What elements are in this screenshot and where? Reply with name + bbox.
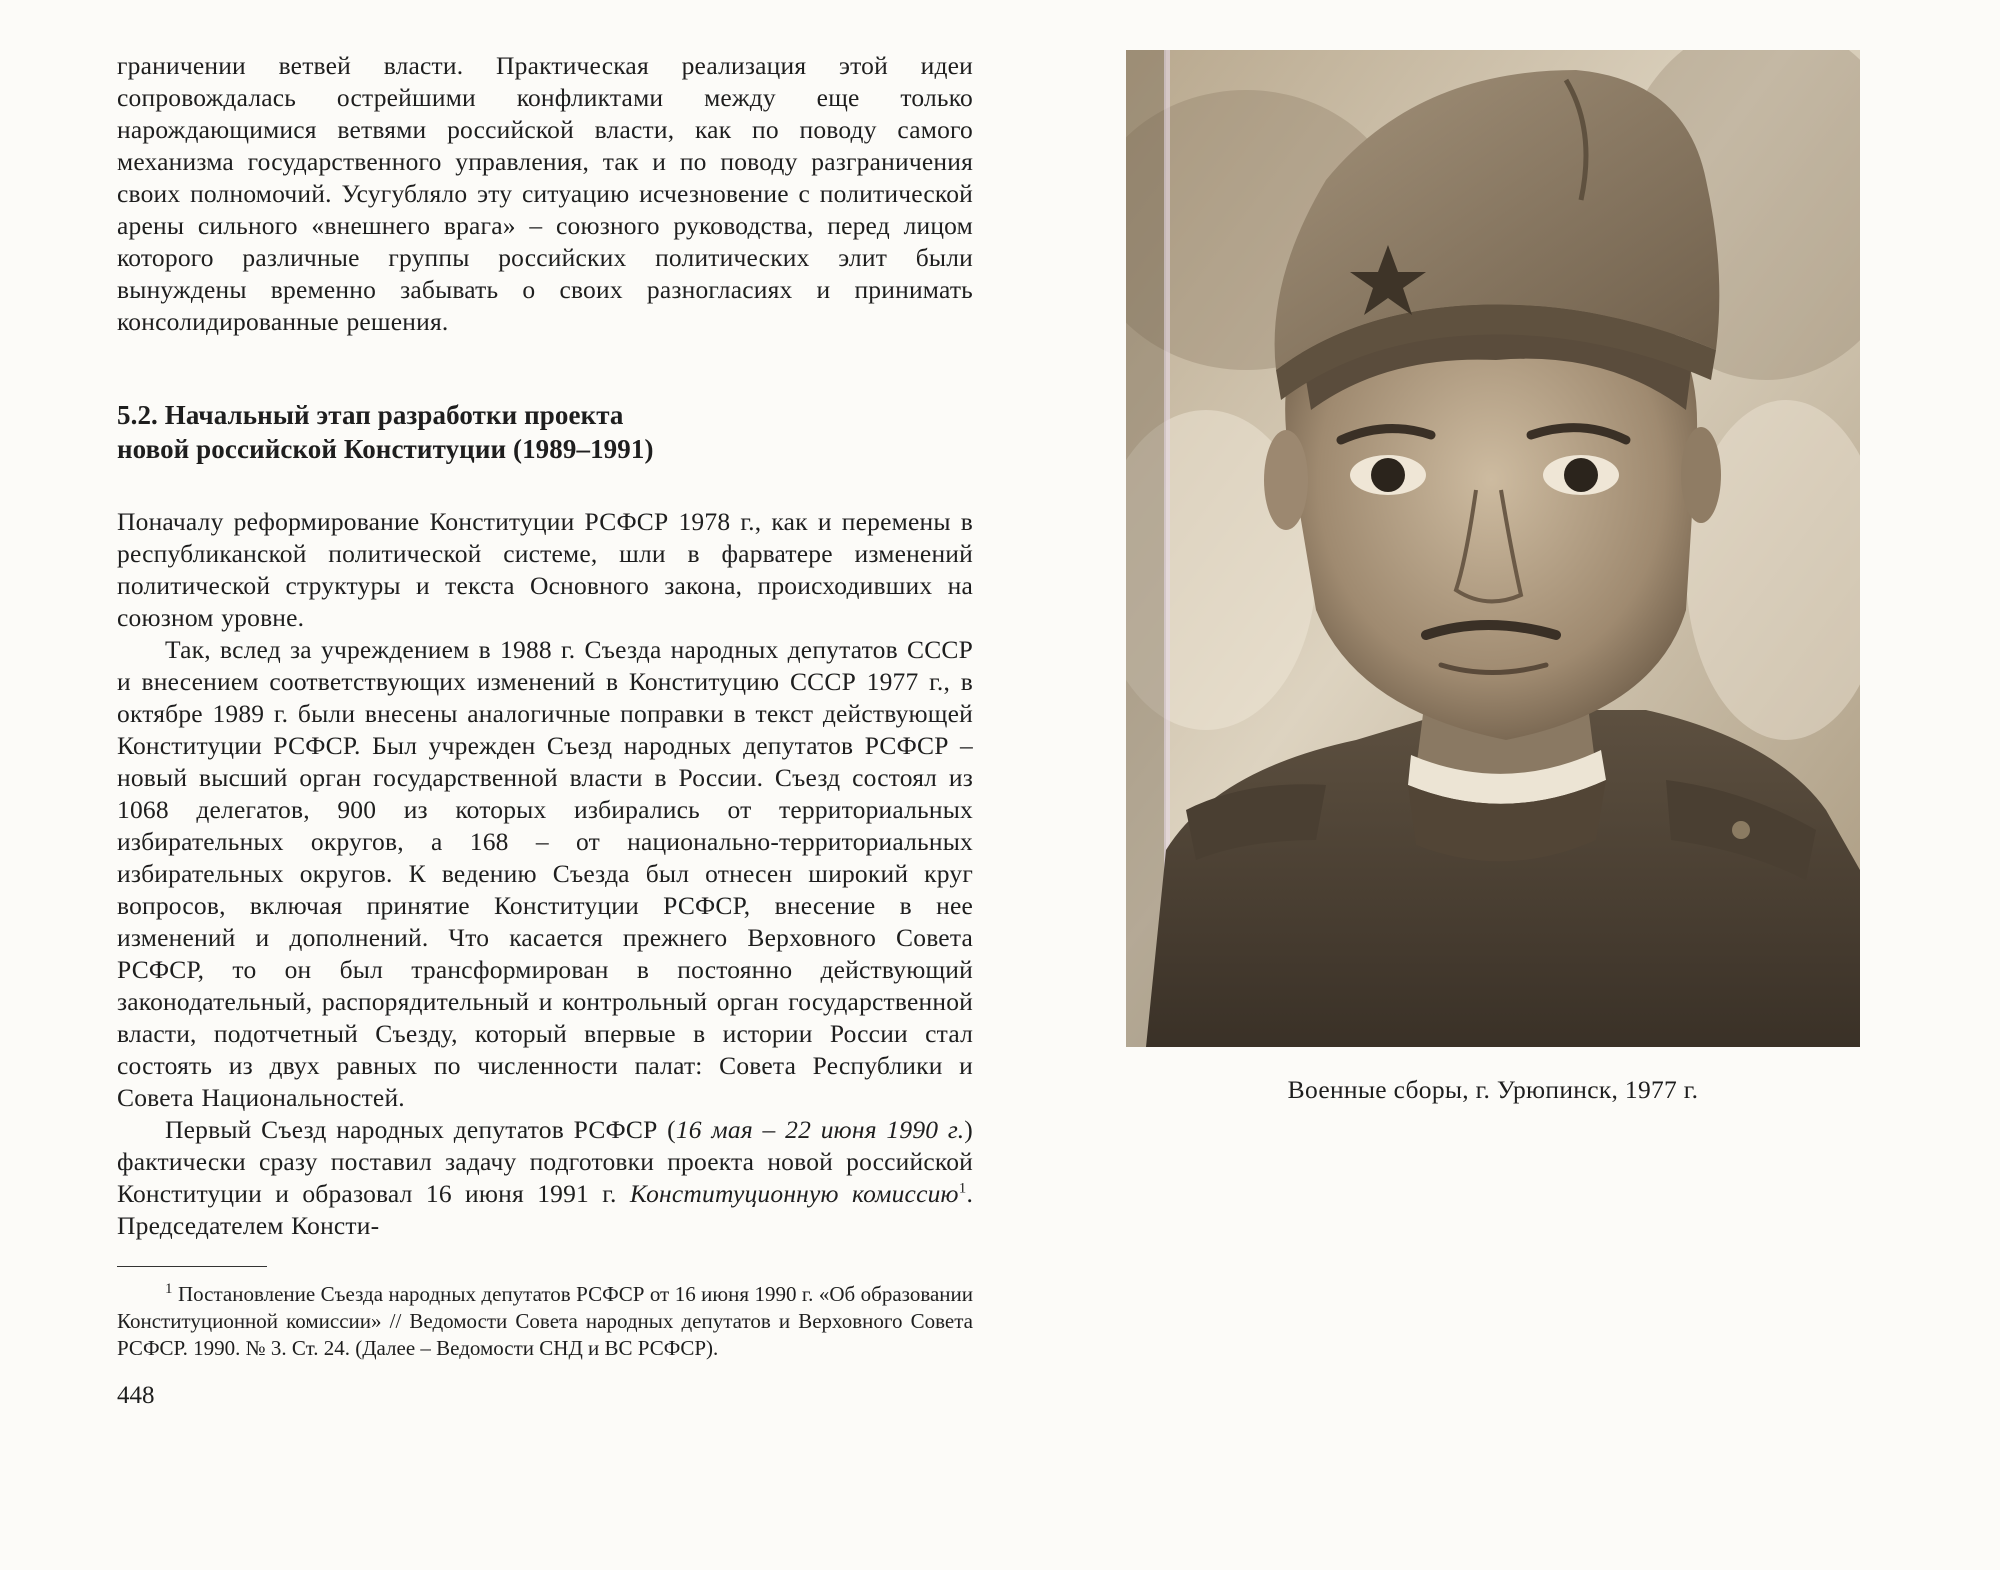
portrait-photo: [1126, 50, 1860, 1047]
pupil-left: [1371, 458, 1405, 492]
body-paragraph-3: [117, 1114, 973, 1242]
paragraph-3-middle: ) фактически сразу поставил задачу подготовки проекта новой российской Конституции и образовал 16 июня 1991 г.: [117, 1115, 973, 1208]
photo-edge-shadow: [1126, 50, 1166, 1047]
section-heading-line-1: 5.2. Начальный этап разработки проекта: [117, 400, 624, 430]
portrait-illustration: [1126, 50, 1860, 1047]
ear-left: [1264, 430, 1308, 530]
footnote-reference[interactable]: 1: [958, 1180, 967, 1197]
section-heading: [117, 398, 973, 466]
page-number: 448: [117, 1382, 155, 1409]
paragraph-3-end: . Председателем Консти-: [117, 1179, 974, 1240]
body-paragraph-2: Так, вслед за учреждением в 1988 г. Съезда народных депутатов СССР и внесением соответствующих изменений в Конституцию СССР 1977 г., в октябре 1989 г. были внесены аналогичные поправки в текст действующей Конституции РСФСР. Был учрежден Съезд народных депутатов РСФСР – новый высший орган государственной власти в России. Съезд состоял из 1068 делегатов, 900 из которых избирались от территориальных избирательных округов, а 168 – от национально-территориальных избирательных округов. К ведению Съезда был отнесен широкий круг вопросов, включая принятие Конституции РСФСР, внесение в нее изменений и дополнений. Что касается прежнего Верховного Совета РСФСР, то он был трансформирован в постоянно действующий законодательный, распорядительный и контрольный орган государственной власти, подотчетный Съезду, который впервые в истории России стал состоять из двух равных по численности палат: Совета Республики и Совета Национальностей.: [117, 635, 973, 1112]
footnote: [117, 1281, 973, 1362]
footnote-marker: 1: [165, 1281, 173, 1297]
photo-caption: Военные сборы, г. Урюпинск, 1977 г.: [1287, 1075, 1699, 1104]
ear-right: [1681, 427, 1721, 523]
pupil-right: [1564, 458, 1598, 492]
paragraph-3-start: Первый Съезд народных депутатов РСФСР (: [165, 1115, 676, 1144]
intro-paragraph: граничении ветвей власти. Практическая реализация этой идеи сопровождалась острейшими конфликтами между еще только нарождающимися ветвями российской власти, как по поводу самого механизма государственного управления, так и по поводу разграничения своих полномочий. Усугубляло эту ситуацию исчезновение с политической арены сильного «внешнего врага» – союзного руководства, перед лицом которого различные группы российских политических элит были вынуждены временно забывать о своих разногласиях и принимать консолидированные решения.: [117, 51, 973, 336]
uniform-button: [1732, 821, 1750, 839]
paragraph-3-term: Конституционную комиссию: [629, 1179, 959, 1208]
paragraph-3-dates: 16 мая – 22 июня 1990 г.: [675, 1115, 965, 1144]
left-page: [117, 50, 973, 1410]
section-heading-line-2: новой российской Конституции (1989–1991): [117, 434, 654, 464]
body-paragraph-1: Поначалу реформирование Конституции РСФСР 1978 г., как и перемены в республиканской политической системе, шли в фарватере изменений политической структуры и текста Основного закона, происходивших на союзном уровне.: [117, 507, 973, 632]
footnote-divider: [117, 1266, 267, 1267]
footnote-text: Постановление Съезда народных депутатов РСФСР от 16 июня 1990 г. «Об образовании Конституционной комиссии» // Ведомости Совета народных депутатов и Верховного Совета РСФСР. 1990. № 3. Ст. 24. (Далее – Ведомости СНД и ВС РСФСР).: [117, 1282, 974, 1360]
